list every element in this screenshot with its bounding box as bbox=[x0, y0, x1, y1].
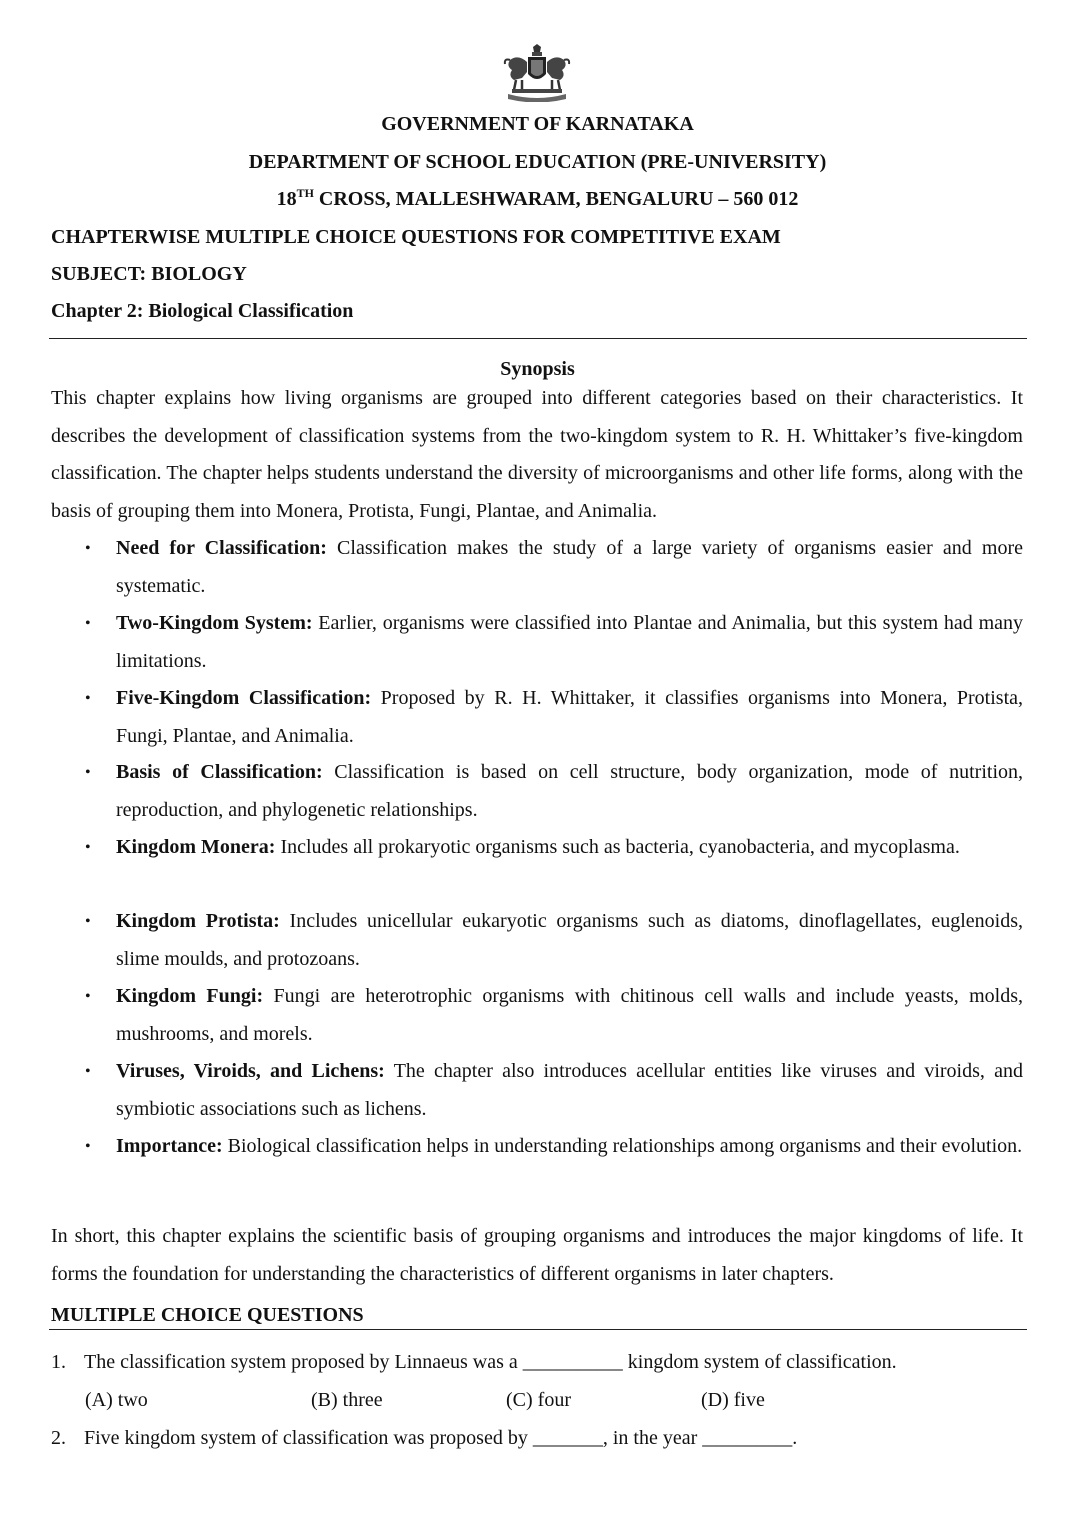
bullet-text: The chapter also introduces acellular entities like viruses and viroids, and symbiotic associations such as lichens. bbox=[116, 1060, 1023, 1120]
list-item bbox=[85, 903, 1023, 978]
bullet-icon: • bbox=[85, 690, 91, 707]
bullet-term: Two-Kingdom System: bbox=[116, 612, 313, 634]
list-item bbox=[85, 680, 1023, 755]
synopsis-heading: Synopsis bbox=[500, 358, 575, 380]
list-item bbox=[85, 754, 1024, 829]
question-number: 1. bbox=[51, 1351, 66, 1373]
bullet-icon: • bbox=[85, 839, 91, 856]
subject-line: SUBJECT: BIOLOGY bbox=[51, 263, 247, 285]
bullet-term: Kingdom Monera: bbox=[116, 836, 276, 858]
header-divider bbox=[49, 338, 1027, 339]
bullet-term: Basis of Classification: bbox=[116, 761, 323, 783]
question-text: The classification system proposed by Linnaeus was a __________ kingdom system of classification. bbox=[84, 1351, 897, 1373]
synopsis-summary: In short, this chapter explains the scientific basis of grouping organisms and introduces the major kingdoms of life. It forms the foundation for understanding the characteristics of different organisms in later chapters. bbox=[51, 1225, 1023, 1285]
header-address bbox=[0, 187, 1075, 211]
bullet-text: Classification makes the study of a large variety of organisms easier and more systematic. bbox=[116, 537, 1023, 597]
bullet-text: Includes all prokaryotic organisms such as bacteria, cyanobacteria, and mycoplasma. bbox=[275, 836, 960, 858]
address-rest: CROSS, MALLESHWARAM, BENGALURU – 560 012 bbox=[313, 188, 799, 210]
bullet-term: Kingdom Protista: bbox=[116, 910, 280, 932]
bullet-icon: • bbox=[85, 913, 91, 930]
bullet-icon: • bbox=[85, 988, 91, 1005]
header-department: DEPARTMENT OF SCHOOL EDUCATION (PRE-UNIVERSITY) bbox=[248, 151, 827, 173]
bullet-text: Includes unicellular eukaryotic organisms such as diatoms, dinoflagellates, euglenoids, slime moulds, and protozoans. bbox=[116, 910, 1023, 970]
bullet-icon: • bbox=[85, 1063, 91, 1080]
bullet-text: Earlier, organisms were classified into Plantae and Animalia, but this system had many limitations. bbox=[116, 612, 1024, 672]
list-item bbox=[85, 978, 1023, 1053]
bullet-text: Proposed by R. H. Whittaker, it classifies organisms into Monera, Protista, Fungi, Plantae, and Animalia. bbox=[116, 687, 1023, 747]
bullet-icon: • bbox=[85, 540, 91, 557]
mcq-heading: MULTIPLE CHOICE QUESTIONS bbox=[51, 1304, 364, 1326]
bullet-text: Fungi are heterotrophic organisms with chitinous cell walls and include yeasts, molds, mushrooms, and morels. bbox=[116, 985, 1023, 1045]
address-number: 18 bbox=[276, 188, 297, 210]
bullet-text: Classification is based on cell structure, body organization, mode of nutrition, reproduction, and phylogenetic relationships. bbox=[116, 761, 1024, 821]
header-government: GOVERNMENT OF KARNATAKA bbox=[381, 113, 694, 135]
bullet-icon: • bbox=[85, 764, 91, 781]
mcq-divider bbox=[49, 1329, 1027, 1330]
list-item bbox=[85, 1128, 1023, 1166]
chapter-line: Chapter 2: Biological Classification bbox=[51, 300, 354, 322]
bullet-term: Importance: bbox=[116, 1135, 223, 1157]
list-item bbox=[85, 1053, 1023, 1128]
list-item bbox=[85, 605, 1024, 680]
question-number: 2. bbox=[51, 1427, 66, 1449]
bullet-term: Five-Kingdom Classification: bbox=[116, 687, 372, 709]
question-text: Five kingdom system of classification was proposed by _______, in the year _________. bbox=[84, 1427, 798, 1449]
bullet-term: Viruses, Viroids, and Lichens: bbox=[116, 1060, 385, 1082]
bullet-term: Need for Classification: bbox=[116, 537, 327, 559]
bullet-icon: • bbox=[85, 615, 91, 632]
document-title: CHAPTERWISE MULTIPLE CHOICE QUESTIONS FOR COMPETITIVE EXAM bbox=[51, 226, 781, 248]
option-d: (D) five bbox=[701, 1389, 765, 1411]
list-item bbox=[85, 829, 1023, 867]
bullet-term: Kingdom Fungi: bbox=[116, 985, 264, 1007]
option-c: (C) four bbox=[506, 1389, 571, 1411]
option-b: (B) three bbox=[311, 1389, 383, 1411]
list-item bbox=[85, 530, 1023, 605]
option-a: (A) two bbox=[85, 1389, 148, 1411]
bullet-icon: • bbox=[85, 1138, 91, 1155]
bullet-text: Biological classification helps in understanding relationships among organisms and their evolution. bbox=[222, 1135, 1023, 1157]
karnataka-emblem-icon bbox=[500, 44, 574, 102]
synopsis-intro: This chapter explains how living organisms are grouped into different categories based on their characteristics. It describes the development of classification systems from the two-kingdom system to R. H. Whittaker’s five-kingdom classification. The chapter helps students understand the diversity of microorganisms and other life forms, along with the basis of grouping them into Monera, Protista, Fungi, Plantae, and Animalia. bbox=[51, 387, 1023, 522]
address-superscript: TH bbox=[296, 186, 314, 200]
